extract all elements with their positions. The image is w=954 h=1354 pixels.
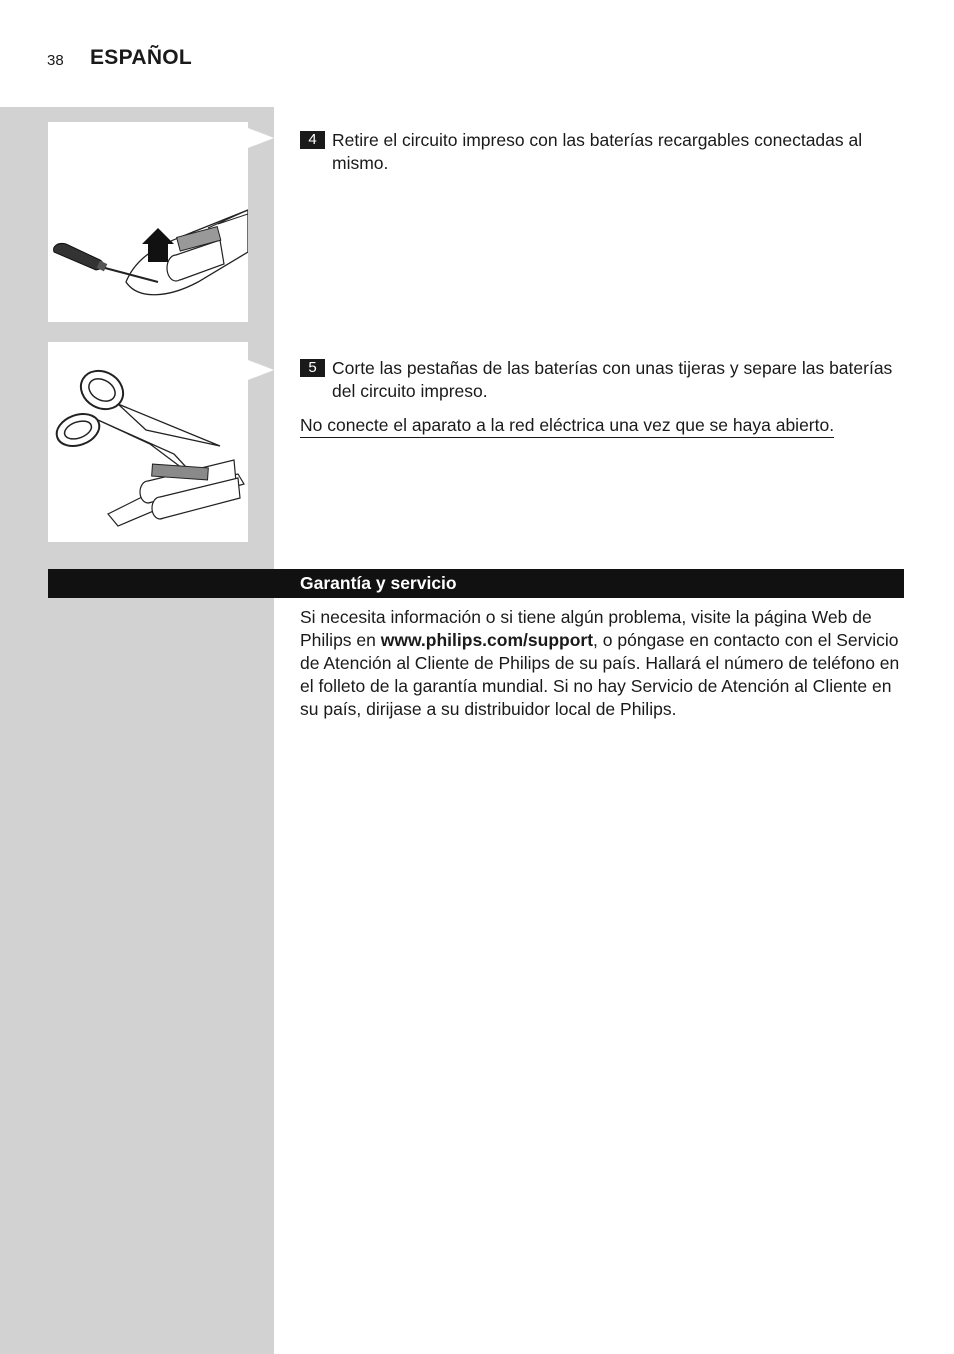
step-number-badge: 5 bbox=[300, 359, 325, 377]
step-text: Retire el circuito impreso con las baterías recargables conectadas al mismo. bbox=[332, 130, 863, 173]
section-paragraph bbox=[300, 606, 906, 721]
paragraph-text-after: , o póngase en contacto con el Servicio de Atención al Cliente de Philips de su país. Hallará el número de teléfono en el folleto de la garantía mundial. Si no hay Servicio de Atención al Cliente en su país, dirĳase a su distribuidor local de Philips. bbox=[300, 630, 900, 719]
illustration-pointer bbox=[248, 360, 274, 380]
warning-note: No conecte el aparato a la red eléctrica una vez que se haya abierto. bbox=[300, 414, 834, 438]
page-number: 38 bbox=[47, 52, 64, 69]
step-text: Corte las pestañas de las baterías con unas tijeras y separe las baterías del circuito impreso. bbox=[332, 358, 893, 401]
step-number-badge: 4 bbox=[300, 131, 325, 149]
section-header-bar bbox=[48, 569, 904, 598]
illustration-pointer bbox=[248, 128, 274, 148]
step-4 bbox=[300, 129, 900, 175]
step-5 bbox=[300, 357, 900, 403]
illustration-remove-pcb bbox=[48, 122, 248, 322]
illustration-cut-tabs bbox=[48, 342, 248, 542]
section-title: Garantía y servicio bbox=[300, 573, 457, 593]
support-link[interactable]: www.philips.com/support bbox=[380, 630, 594, 650]
language-heading: ESPAÑOL bbox=[90, 46, 193, 69]
paragraph-text-before: Si necesita información o si tiene algún problema, visite la página Web de Philips en bbox=[300, 607, 872, 650]
